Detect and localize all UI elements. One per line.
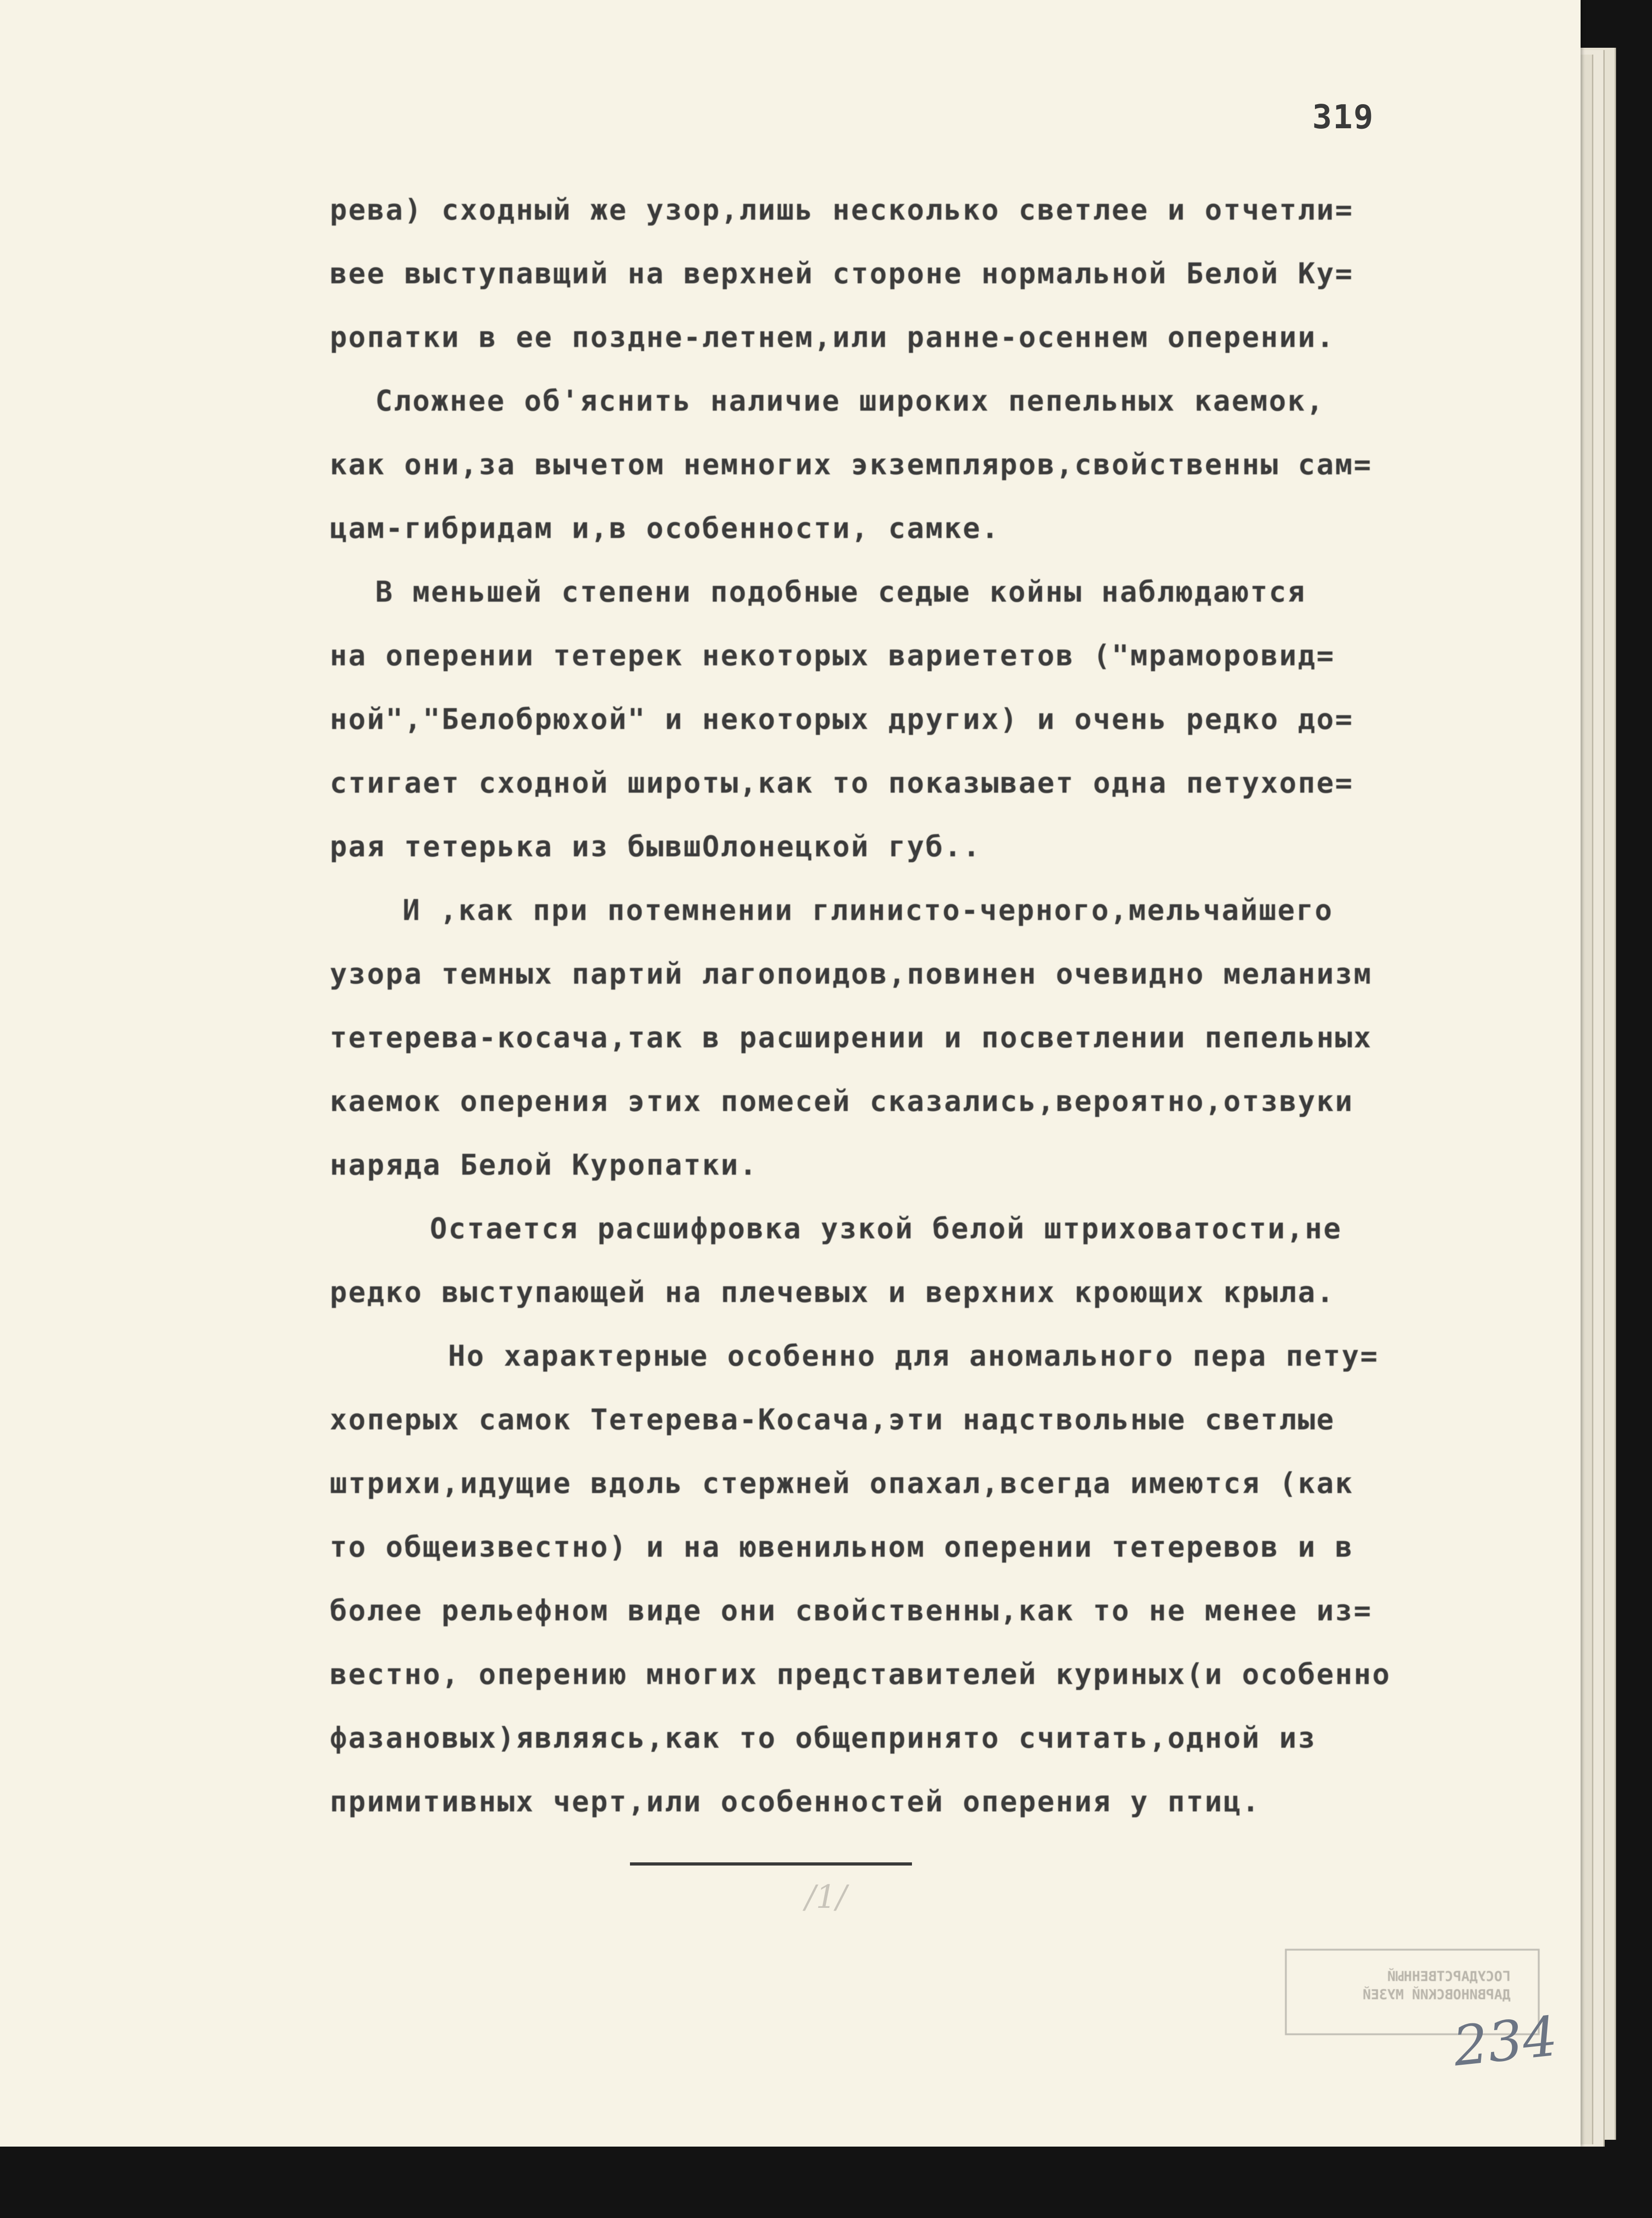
text-line: наряда Белой Куропатки. — [330, 1148, 758, 1182]
text-line: фазановых)являясь,как то общепринято считать,одной из — [330, 1721, 1317, 1755]
text-line: как они,за вычетом немногих экземпляров,свойственны сам= — [330, 448, 1373, 481]
text-line: штрихи,идущие вдоль стержней опахал,всегда имеются (как — [330, 1467, 1354, 1500]
folio-number: 234 — [1450, 2005, 1561, 2079]
text-line: более рельефном виде они свойственны,как то не менее из= — [330, 1594, 1373, 1627]
pencil-mark: /1/ — [805, 1878, 847, 1916]
text-line: рева) сходный же узор,лишь несколько светлее и отчетли= — [330, 193, 1354, 226]
text-line: Остается расшифровка узкой белой штриховатости,не — [430, 1212, 1342, 1245]
text-line: хоперых самок Тетерева-Косача,эти надствольные светлые — [330, 1403, 1335, 1436]
text-line: на оперении тетерек некоторых вариететов ("мраморовид= — [330, 639, 1335, 672]
text-line: цам-гибридам и,в особенности, самке. — [330, 512, 1000, 545]
closing-rule — [630, 1862, 912, 1866]
text-line: редко выступающей на плечевых и верхних кроющих крыла. — [330, 1276, 1335, 1309]
page-number: 319 — [1312, 98, 1375, 136]
text-line: примитивных черт,или особенностей оперения у птиц. — [330, 1785, 1261, 1818]
text-line: Сложнее об'яснить наличие широких пепельных каемок, — [375, 384, 1325, 417]
text-line: каемок оперения этих помесей сказались,вероятно,отзвуки — [330, 1085, 1354, 1118]
text-line: узора темных партий лагопоидов,повинен очевидно меланизм — [330, 957, 1373, 991]
text-line: В меньшей степени подобные седые койны наблюдаются — [375, 575, 1306, 609]
text-line: вестно, оперению многих представителей куриных(и особенно — [330, 1658, 1391, 1691]
stamp-line: ГОСУДАРСТВЕННЫЙ — [1387, 1969, 1511, 1985]
text-line: то общеизвестно) и на ювенильном оперении тетеревов и в — [330, 1530, 1354, 1564]
text-line: ропатки в ее поздне-летнем,или ранне-осеннем оперении. — [330, 321, 1335, 354]
text-line: тетерева-косача,так в расширении и посветлении пепельных — [330, 1021, 1373, 1054]
text-line: Но характерные особенно для аномального пера пету= — [448, 1339, 1379, 1373]
text-line: И ,как при потемнении глинисто-черного,мельчайшего — [403, 894, 1334, 927]
text-line: ной","Белобрюхой" и некоторых других) и очень редко до= — [330, 703, 1354, 736]
text-line: вее выступавщий на верхней стороне нормальной Белой Ку= — [330, 257, 1354, 290]
stamp-line: ДАРВИНОВСКИЙ МУЗЕЙ — [1362, 1987, 1511, 2003]
text-line: рая тетерька из бывшОлонецкой губ.. — [330, 830, 982, 863]
text-line: стигает сходной широты,как то показывает одна петухопе= — [330, 766, 1354, 800]
